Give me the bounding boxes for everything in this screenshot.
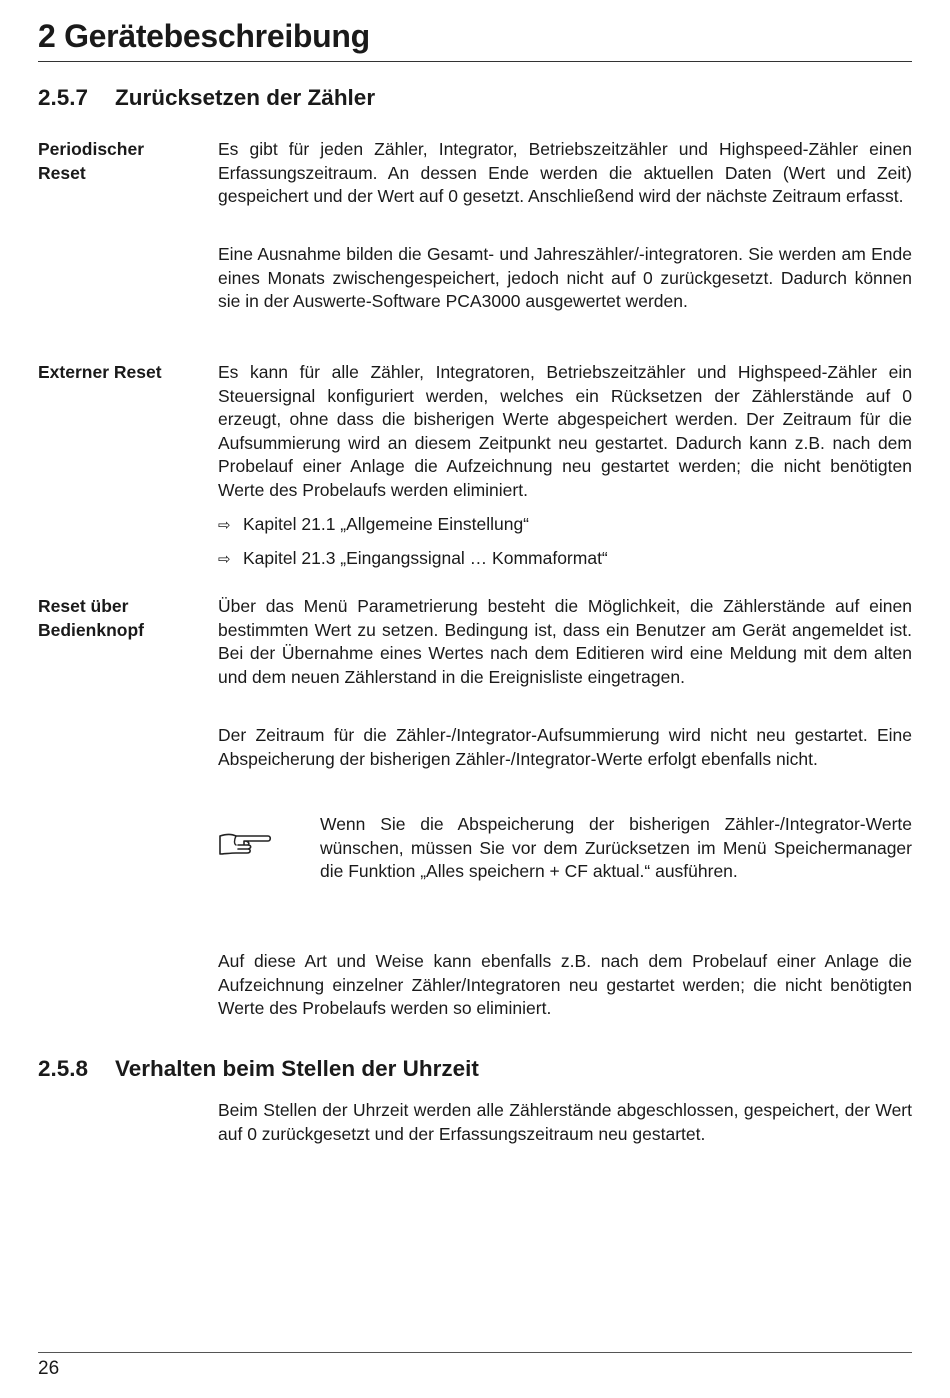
reference-text: Kapitel 21.1 „Allgemeine Einstellung“ [243, 514, 529, 534]
section-heading-2-5-7 [38, 85, 375, 111]
side-label-periodic-reset [38, 138, 208, 185]
chapter-title: 2 Gerätebeschreibung [38, 18, 370, 54]
reference-text: Kapitel 21.3 „Eingangssignal … Kommaformat“ [243, 548, 608, 568]
arrow-right-icon: ⇨ [218, 517, 231, 534]
chapter-reference-link[interactable] [218, 547, 912, 572]
section-number: 2.5.8 [38, 1056, 89, 1081]
side-label-button-reset [38, 595, 208, 642]
side-label-line: Periodischer [38, 139, 145, 159]
button-reset-paragraph-3: Auf diese Art und Weise kann ebenfalls z.B. nach dem Probelauf einer Anlage die Aufzeichnung einzelner Zähler/Integratoren neu gestartet werden; die nicht benötigten Werte des Probelaufs werden so eliminiert. [218, 951, 912, 1018]
periodic-reset-paragraph-1: Es gibt für jeden Zähler, Integrator, Betriebszeitzähler und Highspeed-Zähler einen Erfassungszeitraum. An dessen Ende werden die aktuellen Daten (Wert und Zeit) gespeichert und der Wert auf 0 gesetzt. Anschließend wird der nächste Zeitraum erfasst. [218, 139, 912, 206]
footer-divider [38, 1352, 912, 1353]
section-heading-2-5-8 [38, 1056, 479, 1082]
side-label-external-reset: Externer Reset [38, 362, 162, 382]
header-divider [38, 61, 912, 62]
arrow-right-icon: ⇨ [218, 551, 231, 568]
pointing-hand-icon [218, 826, 272, 860]
periodic-reset-paragraph-2: Eine Ausnahme bilden die Gesamt- und Jahreszähler/-integratoren. Sie werden am Ende eines Monats zwischengespeichert, jedoch nicht auf 0 zurückgesetzt. Dadurch können sie in der Auswerte-Software PCA3000 ausgewertet werden. [218, 244, 912, 311]
section-number: 2.5.7 [38, 85, 89, 110]
note-text: Wenn Sie die Abspeicherung der bisherigen Zähler-/Integrator-Werte wünschen, müssen Sie vor dem Zurücksetzen im Menü Speichermanager die Funktion „Alles speichern + CF aktual.“ ausführen. [320, 814, 912, 881]
side-label-line: Reset über [38, 596, 129, 616]
chapter-reference-link[interactable] [218, 513, 912, 538]
side-label-line: Reset [38, 162, 86, 183]
page-number: 26 [38, 1358, 60, 1379]
clock-setting-paragraph: Beim Stellen der Uhrzeit werden alle Zählerstände abgeschlossen, gespeichert, der Wert auf 0 zurückgesetzt und der Erfassungszeitraum neu gestartet. [218, 1100, 912, 1144]
side-label-line: Bedienknopf [38, 619, 144, 640]
external-reset-paragraph-1: Es kann für alle Zähler, Integratoren, Betriebszeitzähler und Highspeed-Zähler ein Steuersignal konfiguriert werden, welches ein Rücksetzen der Zählerstände auf 0 erzeugt, ohne dass die bisherigen Werte abgespeichert werden. Der Zeitraum für die Aufsummierung wird an diesem Zeitpunkt neu gestartet. Dadurch kann z.B. nach dem Probelauf einer Anlage die Aufzeichnung neu gestartet werden; die nicht benötigten Werte des Probelaufs werden eliminiert. [218, 362, 912, 500]
button-reset-paragraph-1: Über das Menü Parametrierung besteht die Möglichkeit, die Zählerstände auf einen bestimmten Wert zu setzen. Bedingung ist, dass ein Benutzer am Gerät angemeldet ist. Bei der Übernahme eines Wertes nach dem Editieren wird eine Meldung mit dem alten und dem neuen Zählerstand in die Ereignisliste eingetragen. [218, 596, 912, 687]
section-title: Verhalten beim Stellen der Uhrzeit [115, 1056, 479, 1081]
button-reset-paragraph-2: Der Zeitraum für die Zähler-/Integrator-Aufsummierung wird nicht neu gestartet. Eine Abspeicherung der bisherigen Zähler-/Integrator-Werte erfolgt ebenfalls nicht. [218, 725, 912, 769]
section-title: Zurücksetzen der Zähler [115, 85, 376, 110]
